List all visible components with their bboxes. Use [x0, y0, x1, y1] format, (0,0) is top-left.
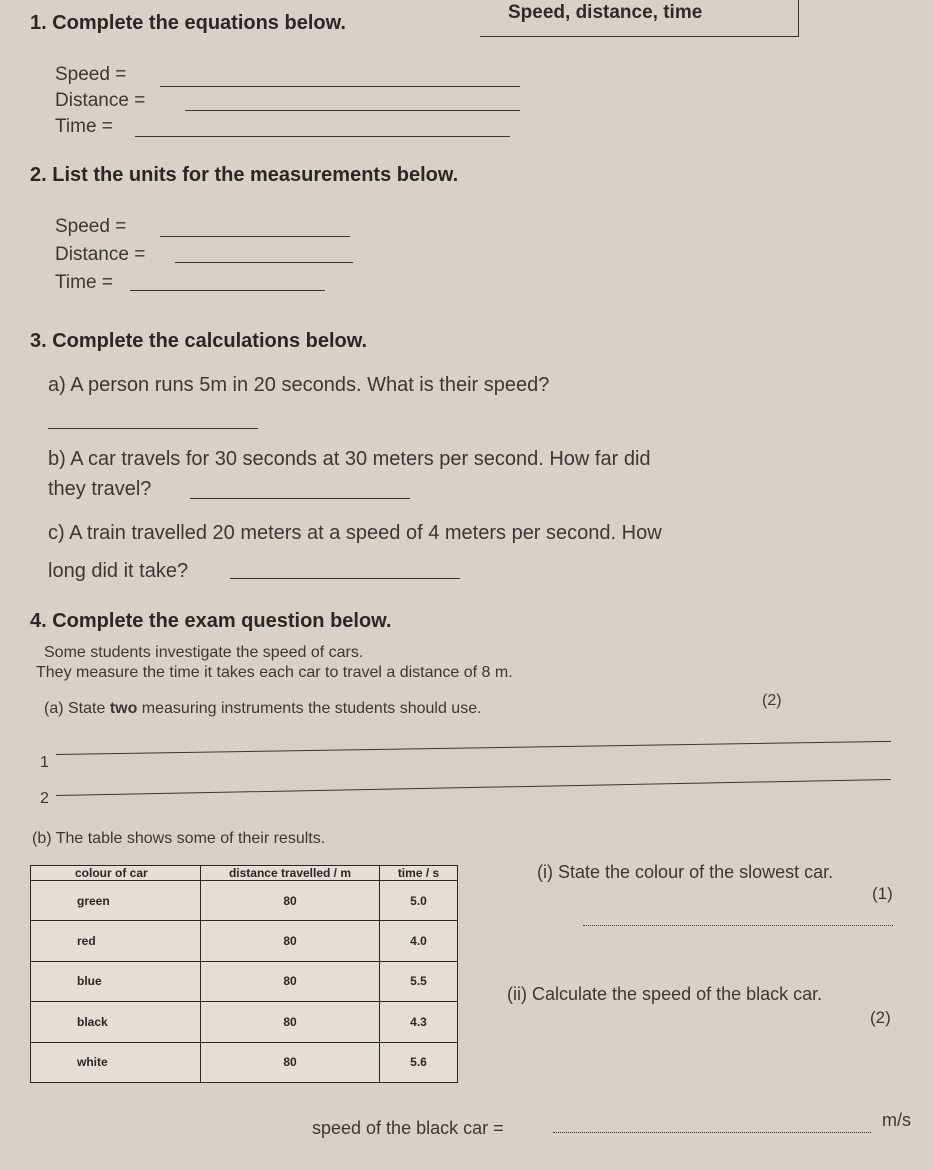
table-row — [31, 921, 458, 961]
worksheet-title-box — [480, 0, 799, 37]
q4-answer-line[interactable] — [553, 1132, 871, 1133]
table-header-time: time / s — [380, 866, 458, 881]
q4-a-line-number-1: 1 — [40, 754, 49, 771]
q4-b-ii-marks: (2) — [870, 1008, 891, 1027]
q1-speed-answer-line[interactable] — [160, 86, 520, 87]
q3-part-b-line1: b) A car travels for 30 seconds at 30 meters per second. How far did — [48, 448, 651, 470]
q4-answer-label: speed of the black car = — [312, 1118, 504, 1138]
q4-a-answer-line-2[interactable] — [56, 779, 891, 796]
table-cell-distance: 80 — [201, 1002, 380, 1042]
table-cell-time: 5.5 — [380, 961, 458, 1001]
table-cell-colour: black — [31, 1002, 201, 1042]
table-cell-distance: 80 — [201, 921, 380, 961]
q1-distance-answer-line[interactable] — [185, 110, 520, 111]
q4-a-answer-line-1[interactable] — [56, 741, 891, 755]
table-cell-colour: white — [31, 1042, 201, 1082]
table-row — [31, 1002, 458, 1042]
q4-answer-unit: m/s — [882, 1110, 911, 1130]
q3-part-c-line2: long did it take? — [48, 560, 189, 582]
q4-part-a — [44, 700, 482, 718]
q4-intro-line2: They measure the time it takes each car to travel a distance of 8 m. — [36, 664, 513, 681]
q4-a-bold: two — [109, 700, 138, 717]
table-cell-colour: red — [31, 921, 201, 961]
q4-b-i-marks: (1) — [872, 884, 893, 903]
table-cell-distance: 80 — [201, 1042, 380, 1082]
q4-title: 4. Complete the exam question below. — [30, 610, 392, 632]
table-cell-distance: 80 — [201, 961, 380, 1001]
q1-time-answer-line[interactable] — [135, 136, 510, 137]
table-cell-time: 5.0 — [380, 881, 458, 921]
q4-a-suffix: measuring instruments the students should use. — [137, 700, 482, 717]
table-header-colour: colour of car — [31, 866, 201, 881]
q2-time-answer-line[interactable] — [130, 290, 325, 291]
q2-speed-answer-line[interactable] — [160, 236, 350, 237]
q4-b-i-question: (i) State the colour of the slowest car. — [537, 862, 834, 882]
table-cell-time: 4.0 — [380, 921, 458, 961]
q4-intro-line1: Some students investigate the speed of cars. — [44, 644, 364, 661]
q4-part-b-intro: (b) The table shows some of their results. — [32, 830, 326, 847]
q4-a-line-number-2: 2 — [40, 790, 49, 807]
q3-c-answer-line[interactable] — [230, 578, 460, 579]
q3-a-answer-line[interactable] — [48, 428, 258, 429]
q3-b-answer-line[interactable] — [190, 498, 410, 499]
table-cell-time: 5.6 — [380, 1042, 458, 1082]
q4-b-i-answer-line[interactable] — [583, 925, 893, 926]
table-row — [31, 961, 458, 1001]
q2-title: 2. List the units for the measurements below. — [30, 164, 459, 186]
q4-a-marks: (2) — [762, 692, 782, 709]
table-cell-distance: 80 — [201, 881, 380, 921]
table-header-distance: distance travelled / m — [201, 866, 380, 881]
q4-b-ii-question: (ii) Calculate the speed of the black car. — [507, 984, 823, 1004]
q3-part-b-line2: they travel? — [48, 478, 152, 500]
results-table — [30, 865, 458, 1083]
table-header-row — [31, 866, 458, 881]
q3-title: 3. Complete the calculations below. — [30, 330, 368, 352]
q1-title: 1. Complete the equations below. — [30, 12, 346, 34]
q2-distance-label: Distance = — [55, 244, 146, 265]
q3-part-a: a) A person runs 5m in 20 seconds. What is their speed? — [48, 374, 550, 396]
q1-time-label: Time = — [55, 116, 113, 137]
worksheet-title: Speed, distance, time — [508, 2, 703, 23]
q1-distance-label: Distance = — [55, 90, 146, 111]
table-cell-colour: green — [31, 881, 201, 921]
table-cell-colour: blue — [31, 961, 201, 1001]
q4-a-prefix: (a) State — [44, 700, 110, 717]
table-cell-time: 4.3 — [380, 1002, 458, 1042]
table-row — [31, 1042, 458, 1082]
q2-distance-answer-line[interactable] — [175, 262, 353, 263]
table-row — [31, 881, 458, 921]
q2-time-label: Time = — [55, 272, 113, 293]
q1-speed-label: Speed = — [55, 64, 127, 85]
q2-speed-label: Speed = — [55, 216, 127, 237]
q3-part-c-line1: c) A train travelled 20 meters at a speed of 4 meters per second. How — [48, 522, 662, 544]
